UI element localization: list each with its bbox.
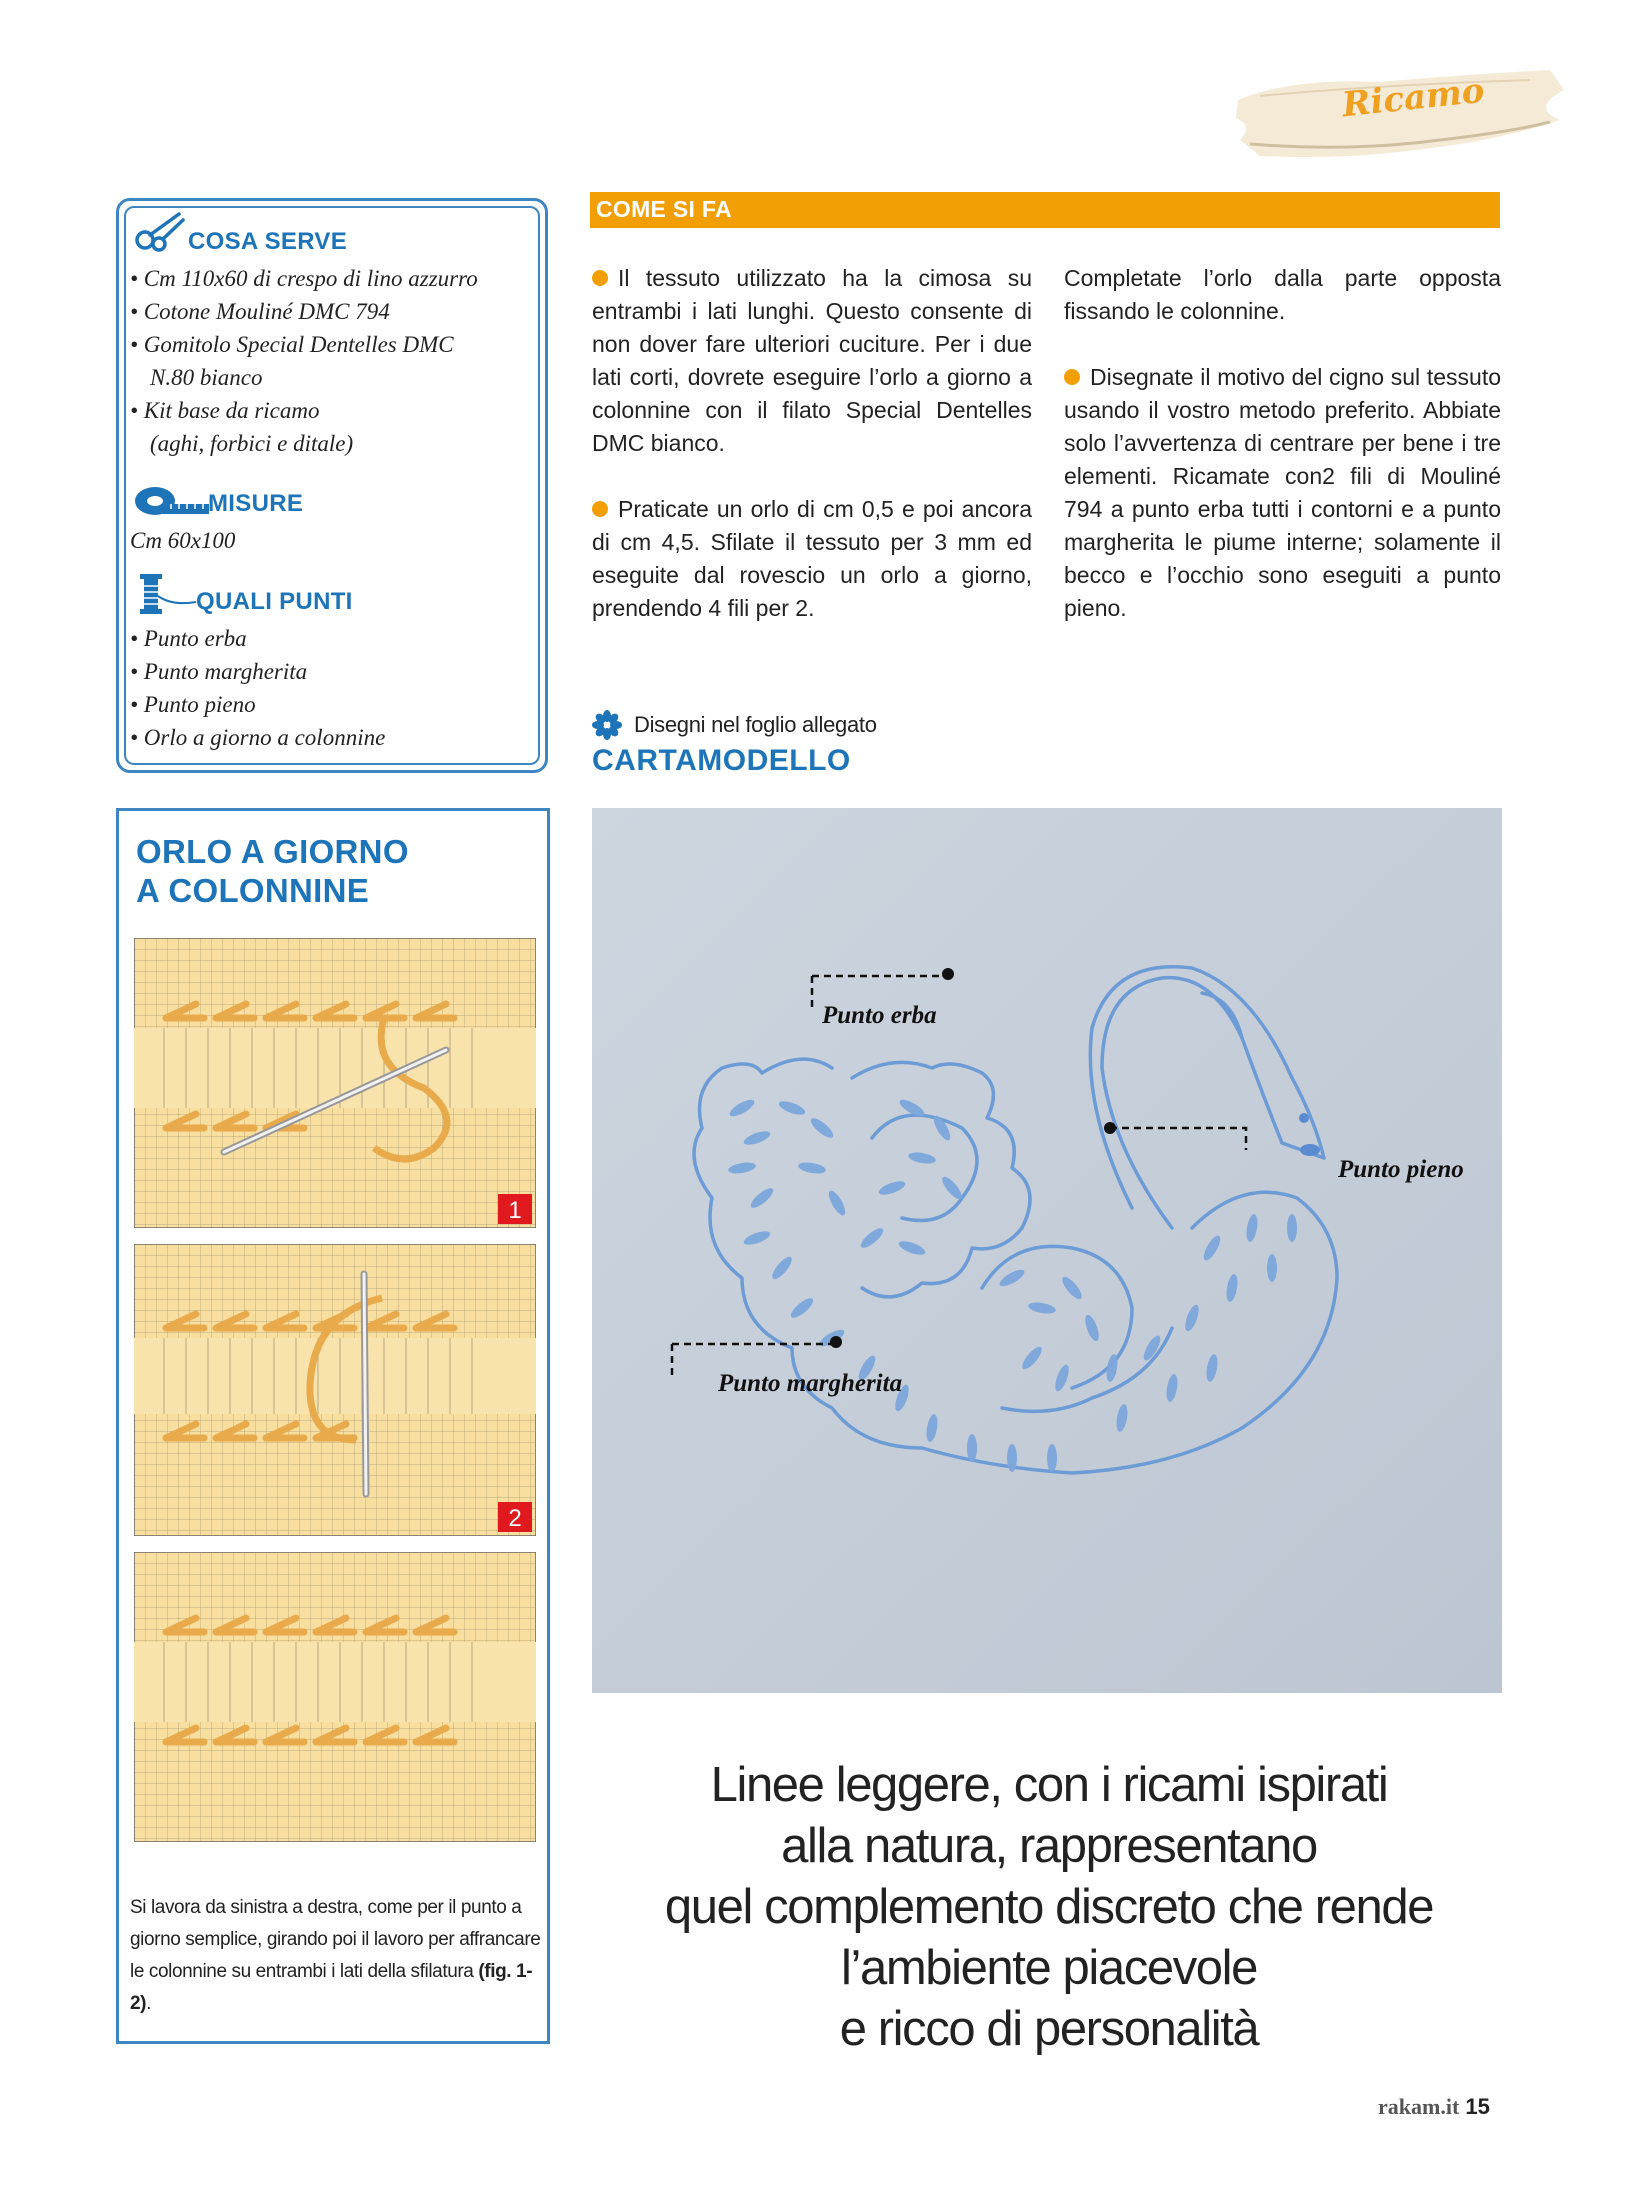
list-item: • Cm 110x60 di crespo di lino azzurro — [130, 266, 478, 291]
thread-spool-icon — [136, 572, 198, 622]
cartamodello-title: CARTAMODELLO — [592, 744, 851, 777]
section-tag — [1230, 60, 1570, 170]
list-item: • Gomitolo Special Dentelles DMC — [130, 332, 454, 357]
quote-line: e ricco di personalità — [839, 2002, 1259, 2056]
page-footer — [1378, 2094, 1490, 2120]
misure-title: MISURE — [208, 490, 304, 517]
stitch-diagram-3 — [134, 1552, 536, 1842]
howto-header-bar — [590, 192, 1500, 228]
list-item: • Cotone Mouliné DMC 794 — [130, 299, 390, 324]
orlo-title-line: ORLO A GIORNO — [136, 833, 409, 870]
howto-paragraph: Completate l’orlo dalla parte opposta fissando le colonnine. — [1064, 265, 1501, 324]
cartamodello-note: Disegni nel foglio allegato — [634, 712, 877, 737]
list-item: • Orlo a giorno a colonnine — [130, 725, 386, 750]
list-item: • Punto margherita — [130, 659, 308, 684]
howto-paragraph: Disegnate il motivo del cigno sul tessuto usando il vostro metodo preferito. Abbiate solo l’avvertenza di centrare per bene i tre elementi. Ricamate con2 fili di Mouliné 794 a punto erba tutti i contorni e a punto margherita le piume interne; solamente il becco e l’occhio sono eseguiti a punto pieno. — [1064, 364, 1501, 621]
cosa-serve-title: COSA SERVE — [188, 228, 348, 255]
list-item: • Kit base da ricamo — [130, 398, 320, 423]
quali-punti-title: QUALI PUNTI — [196, 588, 353, 615]
site-name: rakam.it — [1378, 2094, 1460, 2119]
list-item: N.80 bianco — [150, 365, 263, 390]
list-item: • Punto pieno — [130, 692, 256, 717]
orlo-description-text: Si lavora da sinistra a destra, come per il punto a giorno semplice, girando poi il lavoro per affrancare le colonnine su entrambi i lati della sfilatura — [130, 1897, 541, 1982]
list-item: (aghi, forbici e ditale) — [150, 431, 354, 456]
orlo-title-line: A COLONNINE — [136, 872, 370, 909]
quote-line: quel complemento discreto che rende — [664, 1880, 1434, 1934]
figure-number: 1 — [508, 1197, 522, 1224]
figure-reference: (fig. 1-2) — [130, 1961, 533, 2014]
bullet-dot-icon — [1064, 369, 1080, 385]
page-number: 15 — [1465, 2094, 1490, 2119]
label-punto-erba: Punto erba — [822, 1002, 937, 1029]
howto-paragraph: Il tessuto utilizzato ha la cimosa su entrambi i lati lunghi. Questo consente di non dover fare ulteriori cuciture. Per i due lati corti, dovrete eseguire l’orlo a giorno a colonnine con il filato Special Dentelles DMC bianco. — [592, 265, 1032, 456]
quote-line: Linee leggere, con i ricami ispirati — [710, 1758, 1388, 1812]
quote-line: l’ambiente piacevole — [841, 1941, 1257, 1995]
measuring-tape-icon — [133, 484, 211, 518]
bullet-dot-icon — [592, 501, 608, 517]
swan-eye — [1299, 1113, 1309, 1123]
label-punto-pieno: Punto pieno — [1338, 1156, 1464, 1183]
misure-value: Cm 60x100 — [130, 528, 236, 553]
label-punto-margherita: Punto margherita — [718, 1370, 903, 1397]
stitch-diagram-2 — [134, 1244, 536, 1536]
howto-paragraph: Praticate un orlo di cm 0,5 e poi ancora di cm 4,5. Sfilate il tessuto per 3 mm ed eseguite dal rovescio un orlo a giorno, prendendo 4 fili per 2. — [592, 496, 1032, 621]
orlo-description-end: . — [146, 1993, 151, 2014]
figure-number: 2 — [508, 1505, 522, 1532]
stitch-diagram-1 — [134, 938, 536, 1228]
cosa-serve-list — [130, 262, 540, 460]
orlo-description — [130, 1892, 545, 2020]
quote-line: alla natura, rappresentano — [781, 1819, 1317, 1873]
howto-column-1 — [592, 262, 1032, 625]
quali-punti-list — [130, 622, 540, 754]
swan-beak — [1300, 1144, 1320, 1156]
swan-embroidery-photo — [592, 808, 1502, 1693]
bullet-dot-icon — [592, 270, 608, 286]
tag-label: Ricamo — [1340, 70, 1487, 126]
howto-column-2 — [1064, 262, 1501, 625]
orlo-title — [136, 832, 409, 910]
scissors-icon — [133, 210, 185, 252]
pull-quote — [590, 1755, 1508, 2060]
list-item: • Punto erba — [130, 626, 247, 651]
flower-asterisk-icon — [592, 710, 622, 740]
howto-title: COME SI FA — [596, 196, 732, 222]
